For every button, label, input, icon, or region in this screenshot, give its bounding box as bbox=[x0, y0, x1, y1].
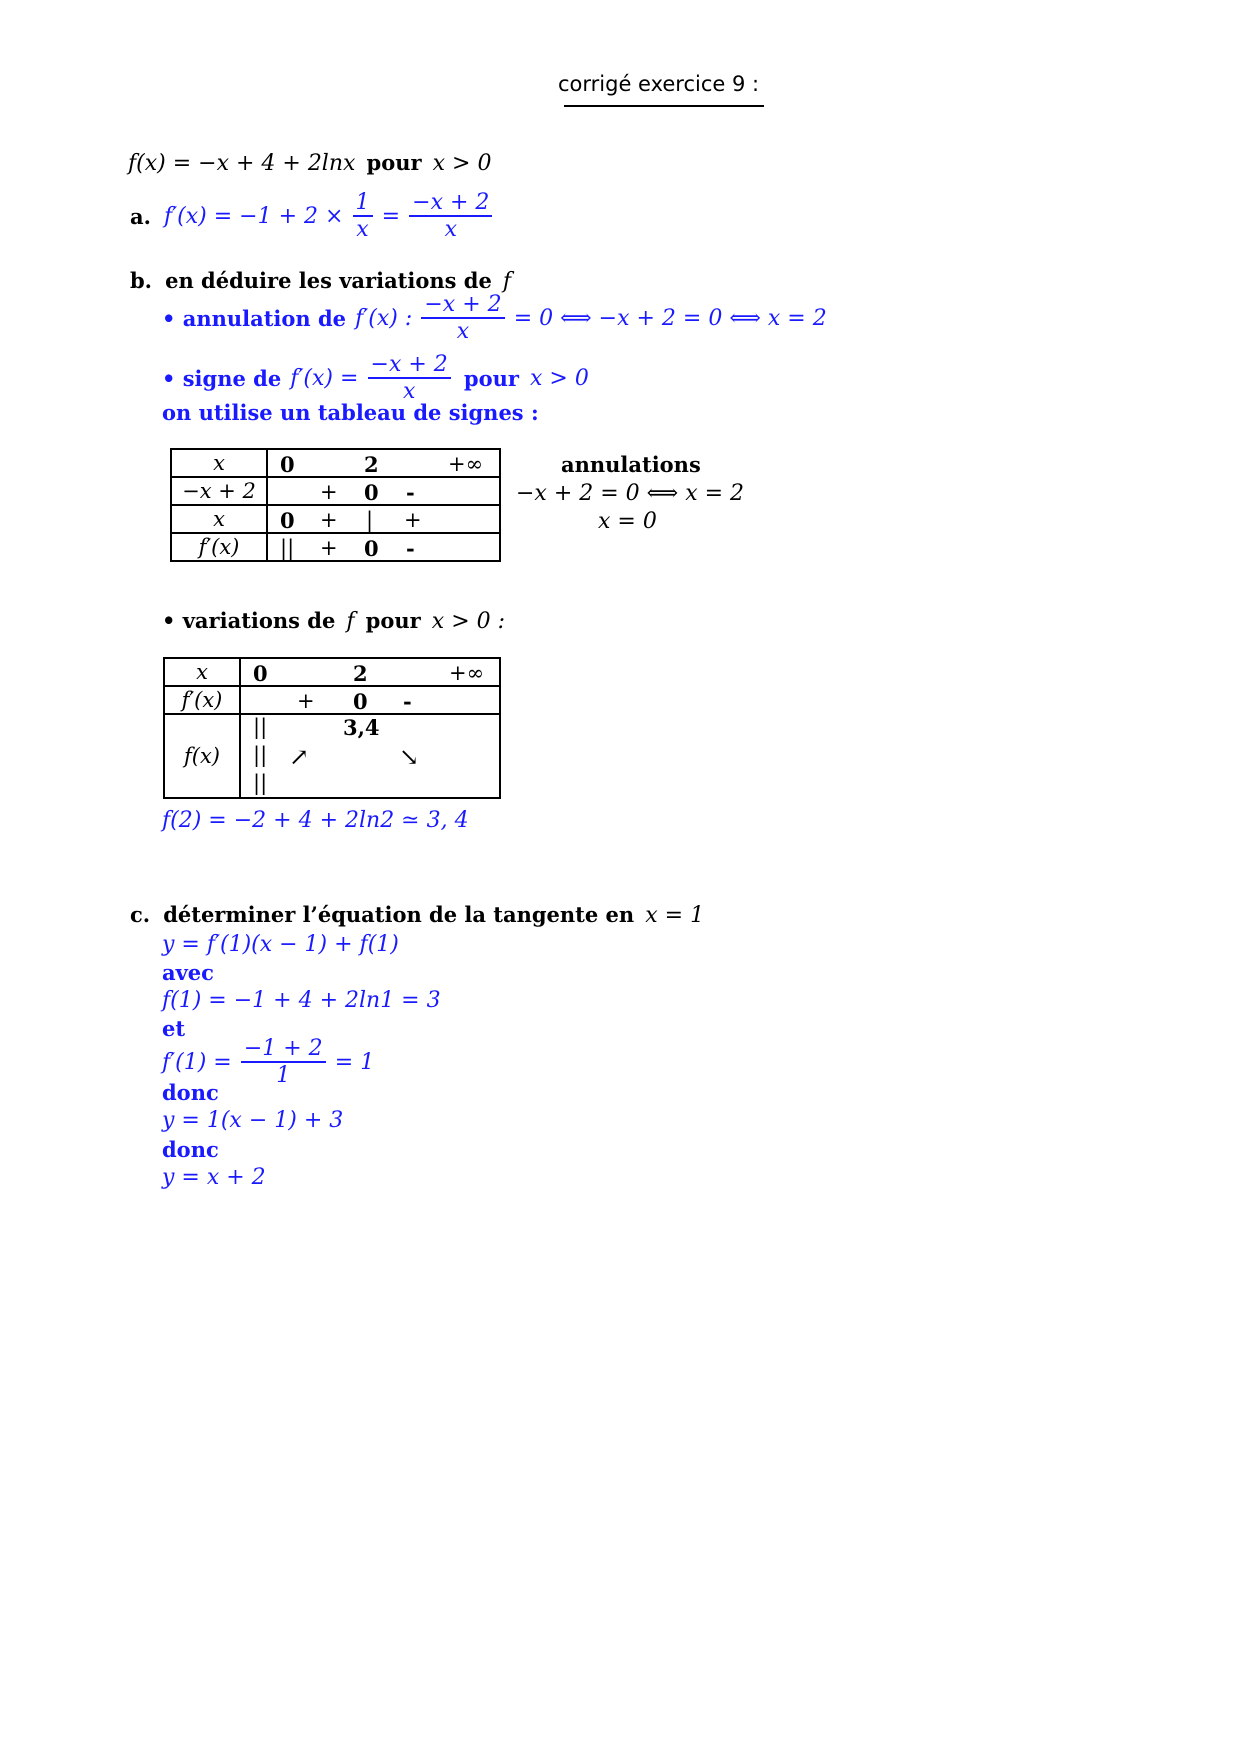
sign-table-row3-c3: 0 bbox=[364, 536, 379, 561]
sign-table-header-0: 0 bbox=[280, 452, 295, 477]
signe-fx: f′(x) = bbox=[290, 365, 359, 391]
sign-table-row3-values bbox=[267, 533, 500, 561]
et-label: et bbox=[162, 1016, 186, 1041]
sign-table-header-row bbox=[171, 449, 500, 477]
part-c-heading bbox=[130, 902, 704, 928]
sign-table-header-values bbox=[267, 449, 500, 477]
annulation-fx: f′(x) : bbox=[355, 305, 413, 331]
signe-frac bbox=[368, 352, 451, 405]
signe-label: • signe de bbox=[162, 365, 282, 391]
page-title: corrigé exercice 9 : bbox=[558, 72, 760, 96]
fprime1-frac bbox=[241, 1036, 326, 1089]
sign-table-row1-c2: + bbox=[320, 480, 338, 504]
variation-table-fprime-zero: 0 bbox=[353, 689, 368, 714]
sign-table-row2-c4: + bbox=[404, 508, 422, 532]
part-a-label: a. bbox=[130, 203, 151, 229]
sign-table-header-x: x bbox=[171, 449, 267, 477]
annulation-line bbox=[162, 292, 827, 345]
variation-table-fprime-label: f′(x) bbox=[164, 686, 240, 714]
part-a-frac1-num: 1 bbox=[353, 190, 373, 217]
sign-table-row1-label: −x + 2 bbox=[171, 477, 267, 505]
signe-line bbox=[162, 352, 589, 405]
tangent-result: y = x + 2 bbox=[162, 1165, 266, 1190]
sign-table-row2-c2: + bbox=[320, 508, 338, 532]
sign-table-row2-c1: 0 bbox=[280, 508, 295, 533]
variations-cond: x > 0 : bbox=[431, 609, 506, 634]
variation-table-fprime-values bbox=[240, 686, 500, 714]
part-a-eq: = bbox=[381, 203, 401, 229]
sign-table-row bbox=[171, 533, 500, 561]
tableau-intro: on utilise un tableau de signes : bbox=[162, 400, 539, 425]
function-cond: x > 0 bbox=[432, 151, 492, 176]
variation-table-bar-3: || bbox=[253, 771, 268, 795]
variation-table-f-label: f(x) bbox=[164, 714, 240, 798]
donc-label-1: donc bbox=[162, 1080, 219, 1105]
annulations-title: annulations bbox=[561, 452, 701, 477]
part-a bbox=[130, 190, 496, 243]
sign-table-header-2: 2 bbox=[364, 452, 379, 477]
fprime1-den: 1 bbox=[276, 1063, 291, 1089]
sign-table-row bbox=[171, 477, 500, 505]
f2-calculation: f(2) = −2 + 4 + 2ln2 ≃ 3, 4 bbox=[162, 808, 469, 833]
signe-cond: x > 0 bbox=[530, 365, 589, 391]
annulation-frac bbox=[421, 292, 504, 345]
variation-table bbox=[163, 657, 501, 799]
part-a-frac1 bbox=[353, 190, 373, 243]
signe-num: −x + 2 bbox=[368, 352, 451, 379]
sign-table bbox=[170, 448, 501, 562]
sign-table-row1-values bbox=[267, 477, 500, 505]
part-b-heading bbox=[130, 268, 511, 294]
annulation-den: x bbox=[456, 319, 470, 345]
annulation-num: −x + 2 bbox=[421, 292, 504, 319]
sign-table-row2-c3: | bbox=[366, 508, 374, 532]
variation-table-f-values bbox=[240, 714, 500, 798]
sign-table-row3-c4: - bbox=[406, 536, 415, 561]
sign-table-row3-c2: + bbox=[320, 536, 338, 560]
sign-table-row2-values bbox=[267, 505, 500, 533]
part-a-frac2-den: x bbox=[444, 217, 457, 243]
part-b-label: b. bbox=[130, 268, 152, 293]
variation-table-f-row bbox=[164, 714, 500, 798]
part-a-frac1-den: x bbox=[356, 217, 369, 243]
part-c-heading-cond: x = 1 bbox=[645, 903, 705, 928]
variation-table-fprime-plus: + bbox=[297, 689, 315, 713]
sign-table-row1-c4: - bbox=[406, 480, 415, 505]
donc-label-2: donc bbox=[162, 1137, 219, 1162]
annulations-line2: x = 0 bbox=[598, 509, 657, 534]
arrow-down-icon: ↘ bbox=[399, 743, 420, 771]
variation-table-header-values bbox=[240, 658, 500, 686]
tangent-formula: y = f′(1)(x − 1) + f(1) bbox=[162, 932, 399, 957]
sign-table-row3-c1: || bbox=[280, 536, 295, 560]
sign-table-header-inf: +∞ bbox=[448, 452, 484, 476]
part-a-frac2-num: −x + 2 bbox=[409, 190, 492, 217]
variation-table-header-2: 2 bbox=[353, 661, 368, 686]
part-b-heading-var: f bbox=[502, 269, 512, 294]
part-c-heading-text: déterminer l’équation de la tangente en bbox=[163, 902, 635, 927]
sign-table-row3-label: f′(x) bbox=[171, 533, 267, 561]
sign-table-row1-c3: 0 bbox=[364, 480, 379, 505]
annulations-line1: −x + 2 = 0 ⟺ x = 2 bbox=[516, 481, 745, 506]
variations-label: • variations de bbox=[162, 608, 336, 633]
annulation-rest: = 0 ⟺ −x + 2 = 0 ⟺ x = 2 bbox=[513, 305, 827, 331]
part-c-label: c. bbox=[130, 902, 151, 927]
variation-table-header-x: x bbox=[164, 658, 240, 686]
function-definition bbox=[128, 150, 491, 176]
title-underline bbox=[564, 105, 764, 107]
variations-line bbox=[162, 608, 505, 634]
fprime1-lhs: f′(1) = bbox=[162, 1049, 232, 1075]
variation-table-fprime-minus: - bbox=[403, 689, 412, 714]
sign-table-row bbox=[171, 505, 500, 533]
variation-table-bar-2: || bbox=[253, 743, 268, 767]
variation-table-header-inf: +∞ bbox=[449, 661, 485, 685]
variation-table-max-value: 3,4 bbox=[343, 715, 380, 740]
part-a-lhs: f′(x) = −1 + 2 × bbox=[164, 203, 344, 229]
signe-den: x bbox=[402, 379, 416, 405]
variation-table-bar-1: || bbox=[253, 715, 268, 739]
fprime1-num: −1 + 2 bbox=[241, 1036, 326, 1063]
avec-label: avec bbox=[162, 960, 214, 985]
variation-table-header-0: 0 bbox=[253, 661, 268, 686]
variations-f: f bbox=[346, 609, 355, 634]
function-expr: f(x) = −x + 4 + 2lnx bbox=[128, 151, 356, 176]
part-b-heading-text: en déduire les variations de bbox=[165, 268, 492, 293]
sign-table-row2-label: x bbox=[171, 505, 267, 533]
variation-table-fprime-row bbox=[164, 686, 500, 714]
f1-calculation: f(1) = −1 + 4 + 2ln1 = 3 bbox=[162, 988, 441, 1013]
part-a-frac2 bbox=[409, 190, 492, 243]
arrow-up-icon: ↗ bbox=[289, 743, 310, 771]
function-pour: pour bbox=[366, 150, 422, 175]
signe-pour: pour bbox=[463, 365, 519, 391]
fprime1-rhs: = 1 bbox=[334, 1049, 375, 1075]
variations-pour: pour bbox=[365, 608, 421, 633]
annulation-label: • annulation de bbox=[162, 305, 347, 331]
variation-table-header-row bbox=[164, 658, 500, 686]
tangent-intermediate: y = 1(x − 1) + 3 bbox=[162, 1108, 344, 1133]
